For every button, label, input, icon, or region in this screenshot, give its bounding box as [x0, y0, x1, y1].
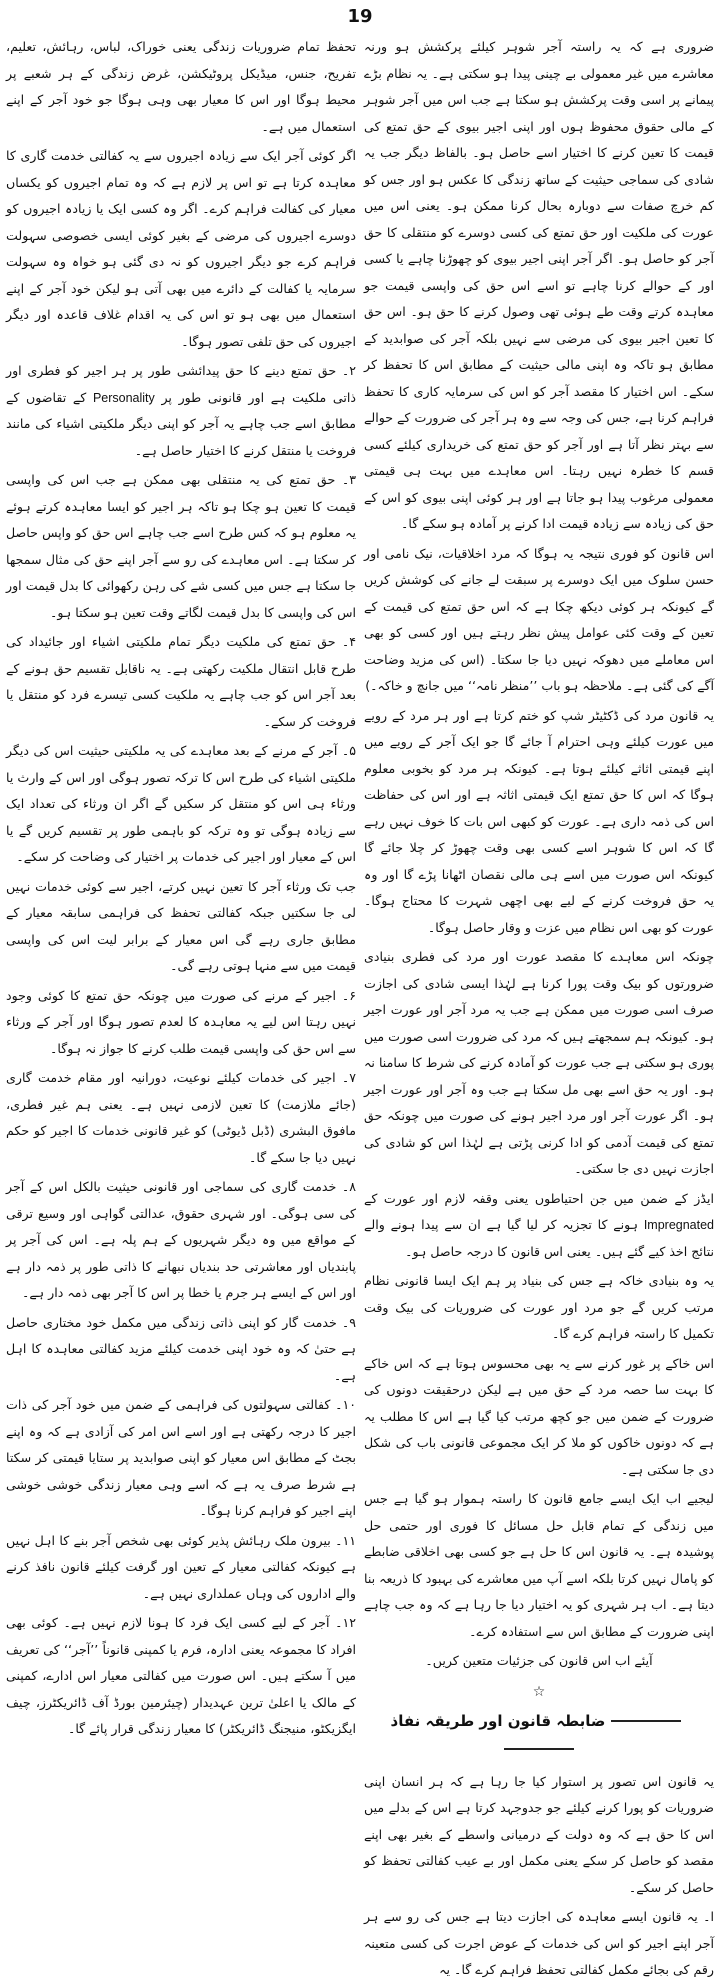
right-paragraph: یہ وہ بنیادی خاکہ ہے جس کی بنیاد پر ہم ایک ایسا قانونی نظام مرتب کریں گے جو مرد اور عورت کی ضروریات کی بیک وقت تکمیل کا راستہ فراہم کرے گا۔	[364, 1273, 714, 1341]
left-paragraph: تحفظ تمام ضروریات زندگی یعنی خوراک، لباس، رہائش، تعلیم، تفریح، جنس، میڈیکل پروٹیکشن، غرض زندگی کے ہر شعبے پر محیط ہوگا اور اس کا معیار بھی وہی ہوگا جو خود آجر کے اپنے استعمال میں ہے۔	[6, 39, 356, 134]
right-paragraph: ا۔ یہ قانون ایسے معاہدہ کی اجازت دیتا ہے جس کی رو سے ہر آجر اپنے اجیر کو اس کی خدمات کے عوض اجرت کی کسی متعینہ رقم کی بجائے مکمل کفالتی تحفظ فراہم کرے گا۔ یہ	[364, 1909, 714, 1977]
left-column	[6, 34, 356, 1736]
section-heading	[364, 1707, 714, 1763]
left-paragraph-part: ۲۔ حق تمتع دینے کا حق پیدائشی طور پر ہر اجیر کو فطری اور ذاتی ملکیت ہے اور قانونی طور پر	[6, 363, 356, 405]
left-paragraph: ۷۔ اجیر کی خدمات کیلئے نوعیت، دورانیہ اور مقام خدمت گاری (جائے ملازمت) کا تعین لازمی نہیں ہے۔ یعنی ہم غیر فطری، مافوق البشری (ڈبل ڈیوٹی) کو غیر قانونی خدمات کا اجیر کو حکم نہیں دیا جا سکے گا۔	[6, 1070, 356, 1165]
page-columns	[6, 34, 714, 1977]
left-paragraph: ۳۔ حق تمتع کی یہ منتقلی بھی ممکن ہے جب اس کی واپسی قیمت کا تعین ہو چکا ہو تاکہ ہر اجیر کو ایسا معاہدہ کرتے ہوئے یہ معلوم ہو کہ کس طرح اسے جب چاہے اس حق کو واپس حاصل کر سکتا ہے۔ اس معاہدے کی رو سے آجر اپنے حق کی مثال سمجھا جا سکتا ہے جس میں کسی شے کی رہن رکھوائی کا بدل قیمت اور اس کی واپسی کا بدل قیمت لگاتے وقت تعین ہو سکتا ہو۔	[6, 472, 356, 620]
page-number: 19	[347, 6, 373, 27]
right-paragraph: ضروری ہے کہ یہ راستہ آجر شوہر کیلئے پرکشش ہو ورنہ معاشرے میں غیر معمولی بے چینی پیدا ہو سکتی ہے۔ یہ نظام بڑے پیمانے پر اسی وقت پرکشش ہو سکتا ہے جب اس میں آجر شوہر کے مالی حقوق محفوظ ہوں اور اپنی اجیر بیوی کے حق تمتع کی قیمت کا تعین کرنے کا اختیار اسے حاصل ہو۔ بالفاظ دیگر جب یہ شادی کی سماجی حیثیت کے ساتھ زندگی کا عکس ہو اور جس کو کم خرچ صفات سے دوبارہ بحال کرنا ممکن ہو۔ یعنی اس میں عورت کی ملکیت اور حق تمتع کی کسی دوسرے کو منتقلی کا حق آجر کو حاصل ہو۔ اگر آجر اپنی اجیر بیوی کو چھوڑنا چاہے یا کسی اور کے حوالے کرنا چاہے تو اسے اس حق کی واپسی قیمت جو معاہدہ کرتے وقت طے ہوئی تھی وصول کرنے کا حق ہو۔ اس حق کا تعین اجیر بیوی کی مرضی سے نہیں بلکہ آجر کی صوابدید کے مطابق ہو تاکہ وہ اپنی مالی حیثیت کے مطابق اس کا تحفظ کر سکے۔ اس اختیار کا مقصد آجر کو اس کی سرمایہ کاری کا تحفظ فراہم کرنا ہے، جس کی وجہ سے وہ ہر آجر کی ضرورت کے حوالے سے بہتر نظر آتا ہے اور آجر کو حق تمتع کی خریداری کیلئے کسی قسم کا خطرہ نہیں رہتا۔ اس معاہدے میں بہت ہی قیمتی معمولی مرغوب پیدا ہو جاتا ہے اور ہر کوئی اپنی بیوی کو اس کے حق کی زیادہ سے زیادہ قیمت ادا کرنے پر آمادہ ہو سکے گا۔	[364, 39, 714, 531]
right-paragraph-part: ہونے کا تجزیہ کر لیا گیا ہے ان سے پیدا ہونے والے نتائج اخذ کیے گئے ہیں۔ یعنی اس قانون کا درجہ حاصل ہو۔	[364, 1217, 714, 1259]
left-paragraph: ۱۱۔ بیرون ملک رہائش پذیر کوئی بھی شخص آجر بنے کا اہل نہیں ہے کیونکہ کفالتی معیار کے تعین اور گرفت کیلئے قانون نافذ کرنے والے اداروں کی وہاں عملداری نہیں ہے۔	[6, 1532, 356, 1601]
left-paragraph: ۱۲۔ آجر کے لیے کسی ایک فرد کا ہونا لازم نہیں ہے۔ کوئی بھی افراد کا مجموعہ یعنی ادارہ، فرم یا کمپنی قانوناً ’’آجر‘‘ کی تعریف میں آ سکتے ہیں۔ اس صورت میں کفالتی معیار اس ادارے، کمپنی کے مالک یا اعلیٰ ترین عہدیدار (چیئرمین بورڈ آف ڈائریکٹرز، چیف ایگزیکٹو، منیجنگ ڈائریکٹر) کا معیار زندگی قرار پائے گا۔	[6, 1615, 356, 1736]
left-paragraph-part: کے تقاضوں کے مطابق اسے جب چاہے یہ آجر کو اپنی دیگر ملکیتی اشیاء کی مانند فروخت یا منتقل کرنے کا اختیار حاصل ہے۔	[6, 389, 356, 458]
right-paragraph: لیجیے اب ایک ایسے جامع قانون کا راستہ ہموار ہو گیا ہے جس میں زندگی کے تمام قابل حل مسائل کا فوری اور حتمی حل پوشیدہ ہے۔ یہ قانون اس کا حل ہے جو کسی بھی اخلاقی ضابطے کو پامال نہیں کرتا بلکہ اسے آپ میں معاشرے کی بہبود کا ذریعہ بنا دیتا ہے۔ اب ہر شہری کو یہ اختیار دیا جا رہا ہے کہ وہ جب چاہے اپنی ضرورت کے مطابق اس سے استفادہ کرے۔	[364, 1491, 714, 1639]
latin-term-impregnated: Impregnated	[643, 1218, 714, 1232]
section-heading-text: ضابطہ قانون اور طریقہ نفاذ	[390, 1711, 606, 1730]
right-paragraph: اس خاکے پر غور کرنے سے یہ بھی محسوس ہوتا ہے کہ اس خاکے کا بہت سا حصہ مرد کے حق میں ہے لیکن درحقیقت دونوں کی ضرورت کے ضمن میں جو کچھ مرتب کیا گیا ہے اس کا مطلب یہ ہے کہ دونوں خاکوں کو ملا کر ایک مجموعی قانونی باب کی شکل دی جا سکتی ہے۔	[364, 1355, 714, 1477]
right-paragraph: چونکہ اس معاہدے کا مقصد عورت اور مرد کی فطری بنیادی ضرورتوں کو بیک وقت پورا کرنا ہے لہٰذا ایسی شادی کی اجازت صرف اسی صورت میں ممکن ہے جب یہ مرد آجر اور عورت اجیر ہو۔ کیونکہ ہم سمجھتے ہیں کہ مرد کی ضرورت اسی صورت میں پوری ہو سکتی ہے جب عورت کو آمادہ کرنے کی شرط کا سامنا نہ ہو۔ اور یہ حق اسے بھی مل سکتا ہے جب وہ آجر اور عورت اجیر ہو۔ اگر عورت آجر اور مرد اجیر ہونے کی صورت میں چونکہ حق تمتع کی قیمت آدمی کو ادا کرنی پڑتی ہے لہٰذا اس کو شادی کی اجازت نہیں دی جا سکتی۔	[364, 949, 714, 1176]
left-paragraph	[6, 358, 356, 464]
left-paragraph: ۸۔ خدمت گاری کی سماجی اور قانونی حیثیت بالکل اس کے آجر کی سی ہوگی۔ اور شہری حقوق، عدالتی گواہی اور وسیع ترقی کے مواقع میں وہ دیگر شہریوں کے ہم پلہ ہے۔ اس کی آجر پر پابندیاں اور معاشرتی حد بندیاں نبھانے کا ذاتی طور پر ذمہ دار ہے اور اس کے ایسے ہر جرم یا خطا پر اس کا آجر بھی ذمہ دار ہے۔	[6, 1179, 356, 1300]
left-paragraph: جب تک ورثاء آجر کا تعین نہیں کرتے، اجیر سے کوئی خدمات نہیں لی جا سکتیں جبکہ کفالتی تحفظ کی فراہمی سابقہ معیار کے مطابق جاری رہے گی اس معیار کے برابر لیت اس کی واپسی قیمت میں سے منہا ہوتی رہے گی۔	[6, 878, 356, 973]
left-paragraph: ۴۔ حق تمتع کی ملکیت دیگر تمام ملکیتی اشیاء اور جائیداد کی طرح قابل انتقال ملکیت رکھتی ہے۔ یہ ناقابل تقسیم حق ہونے کے بعد آجر اس کو جب چاہے یہ ملکیت کسی تیسرے فرد کو منتقل یا فروخت کر سکے۔	[6, 634, 356, 729]
right-paragraph-part: ایڈز کے ضمن میں جن احتیاطوں یعنی وقفہ لازم اور عورت کے	[364, 1190, 714, 1206]
left-paragraph: اگر کوئی آجر ایک سے زیادہ اجیروں سے یہ کفالتی خدمت گاری کا معاہدہ کرتا ہے تو اس پر لازم ہے کہ وہ تمام اجیروں کو یکساں معیار کی کفالت فراہم کرے۔ اگر وہ کسی ایک یا زیادہ اجیروں کو دوسرے اجیروں کی مرضی کے بغیر کوئی ایسی خصوصی سہولت فراہم کرے جو دیگر اجیروں کو نہ دی گئی ہو خواہ وہ سہولت سرمایہ یا کفالت کے دائرے میں بھی آتی ہو لیکن خود آجر کے اپنے استعمال میں بھی ہو تو اس کی یہ اقدام غلاف قاعدہ اور دیگر اجیروں کی حق تلفی تصور ہوگا۔	[6, 148, 356, 349]
left-paragraph: ۱۰۔ کفالتی سہولتوں کی فراہمی کے ضمن میں خود آجر کی ذات اجیر کا درجہ رکھتی ہے اور اسے اس امر کی آزادی ہے کہ وہ اپنے بجٹ کے مطابق اس معیار کو اپنی صوابدید پر ستایا قیمتی کر سکتا ہے شرط صرف یہ ہے کہ اسے وہی معیار زندگی خوشی خوشی اپنے اجیر کو فراہم کرنا ہوگا۔	[6, 1397, 356, 1518]
latin-term-personality: Personality	[92, 390, 155, 405]
left-paragraph: ۶۔ اجیر کے مرنے کی صورت میں چونکہ حق تمتع کا کوئی وجود نہیں رہتا اس لیے یہ معاہدہ کا لعدم تصور ہوگا اور آجر کے ورثاء سے اس حق کی واپسی قیمت طلب کرنے کا جواز نہ ہوگا۔	[6, 987, 356, 1056]
right-paragraph	[364, 1186, 714, 1266]
right-paragraph: یہ قانون اس تصور پر استوار کیا جا رہا ہے کہ ہر انسان اپنی ضروریات کو پورا کرنے کیلئے جو جدوجہد کرتا ہے اس کے بدلے میں اس کا حق ہے کہ وہ دولت کے درمیانی واسطے کے بغیر بھی اپنے مقصد کو حاصل کر سکے یعنی مکمل اور بے عیب کفالتی تحفظ کو حاصل کر سکے۔	[364, 1773, 714, 1895]
left-paragraph: ۹۔ خدمت گار کو اپنی ذاتی زندگی میں مکمل خود مختاری حاصل ہے حتیٰ کہ وہ خود اپنی خدمت کیلئے مزید کفالتی معاہدہ کا اہل ہے۔	[6, 1314, 356, 1383]
left-paragraph: ۵۔ آجر کے مرنے کے بعد معاہدے کی یہ ملکیتی حیثیت اس کی دیگر ملکیتی اشیاء کی طرح اس کا ترکہ تصور ہوگی اور اس کے وارث یا ورثاء ہی اس کو منتقل کر سکیں گے اگر ان ورثاء کی تعداد ایک سے زیادہ ہوگی تو وہ ترکہ کو باہمی طور پر تقسیم کریں گے یا اس کے معیار اور اجیر کی خدمات پر اختیار کی وضاحت کر سکے۔	[6, 743, 356, 864]
star-separator: ☆	[532, 1683, 546, 1700]
right-column	[364, 34, 714, 1977]
right-paragraph: یہ قانون مرد کی ڈکٹیٹر شپ کو ختم کرتا ہے اور ہر مرد کے رویے میں عورت کیلئے وہی احترام آ جائے گا جو ایک آجر کے رویے میں اپنے قیمتی اثاثے کیلئے ہوتا ہے۔ کیونکہ ہر مرد کو بخوبی معلوم ہوگا کہ اس کا حق تمتع ایک قیمتی اثاثہ ہے اور اس کی حفاظت اس کی ذمہ داری ہے۔ عورت کو کبھی اس بات کا خوف نہیں رہے گا کہ اس کا شوہر اسے کسی بھی وقت چھوڑ کر چلا جائے گا کیونکہ اس صورت میں اسے ہی مالی نقصان اٹھانا پڑے گا اور وہ یہ حق فروخت کرنے کے لیے بھی اچھی شہرت کا محتاج ہوگا۔ عورت کو بھی اس نظام میں عزت و وقار حاصل ہوگا۔	[364, 707, 714, 935]
heading-rule	[611, 1720, 681, 1722]
right-paragraph: اس قانون کو فوری نتیجہ یہ ہوگا کہ مرد اخلاقیات، نیک نامی اور حسن سلوک میں ایک دوسرے پر سبقت لے جانے کی کوشش کریں گے کیونکہ ہر کوئی دیکھ چکا ہے کہ اس حق تمتع کی قیمت کے تعین کے وقت کئی عوامل پیش نظر رہتے ہیں اور کسی کو بھی اس معاملے میں دھوکہ نہیں دیا جا سکتا۔ (اس کی مزید وضاحت آگے کی گئی ہے۔ ملاحظہ ہو باب ’’منظر نامہ‘‘ میں جانچ و خاکہ۔)	[364, 545, 714, 693]
right-paragraph: آیئے اب اس قانون کی جزئیات متعین کریں۔	[425, 1653, 653, 1668]
heading-rule	[504, 1748, 574, 1750]
